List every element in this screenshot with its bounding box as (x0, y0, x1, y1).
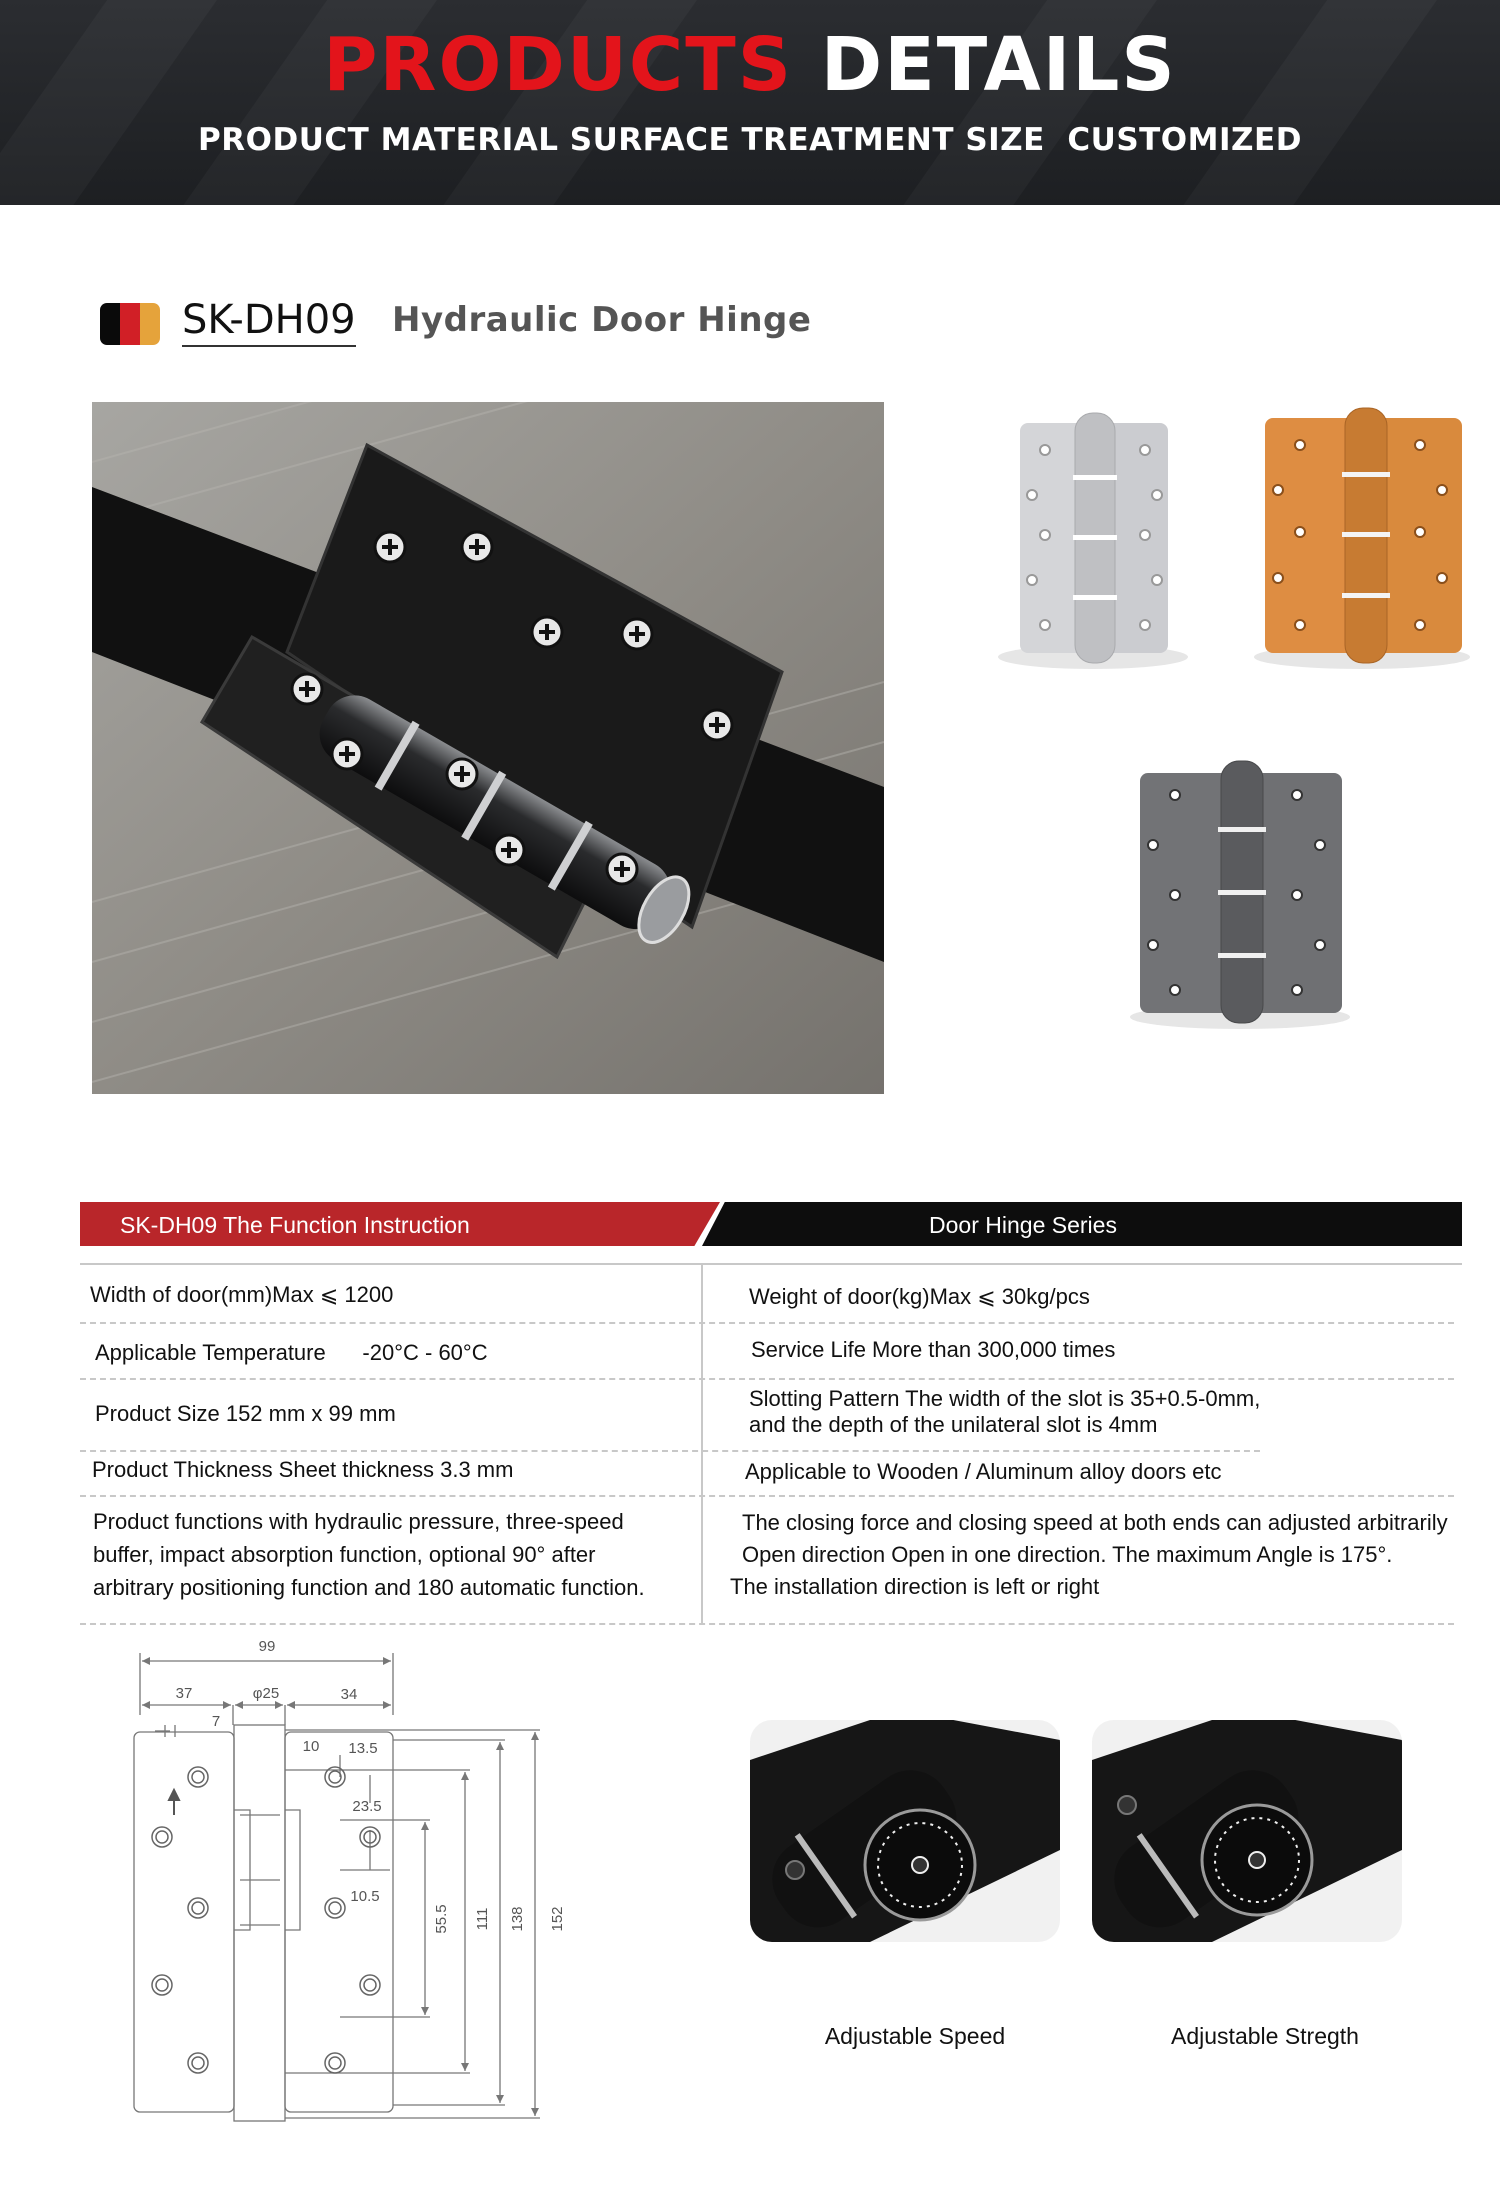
dim-h1: 55.5 (433, 1904, 450, 1934)
title-white-word: DETAILS (820, 22, 1177, 108)
dim-overall-width: 99 (258, 1638, 276, 1655)
spec-line: Applicable Temperature -20°C - 60°C (95, 1340, 488, 1365)
page-title (0, 22, 1500, 108)
spec-cell-right (749, 1280, 1090, 1313)
feature-caption-strength: Adjustable Stregth (1171, 2023, 1359, 2049)
adjustable-speed-photo (750, 1720, 1060, 1942)
dim-h3: 138 (509, 1906, 526, 1932)
spec-header-right-label: Door Hinge Series (929, 1212, 1117, 1238)
header-banner (0, 0, 1500, 205)
flag-stripe-gold (140, 303, 160, 345)
spec-line: The installation direction is left or right (730, 1574, 1100, 1599)
variant-copper-photo (1250, 400, 1475, 675)
spec-line: and the depth of the unilateral slot is 4mm (749, 1412, 1158, 1437)
adjustable-strength-photo (1092, 1720, 1402, 1942)
variant-silver-photo (995, 405, 1190, 675)
spec-cell-left (95, 1336, 488, 1369)
dim-hole-to-barrel: 23.5 (352, 1798, 382, 1815)
flag-stripe-red (120, 303, 140, 345)
dim-leaf-left: 37 (175, 1685, 193, 1702)
spec-cell-left (93, 1505, 645, 1604)
dim-gap: 7 (211, 1713, 221, 1730)
dim-hole-spacing-small: 10.5 (350, 1888, 380, 1905)
spec-cell-right (745, 1455, 1222, 1488)
product-name: Hydraulic Door Hinge (392, 300, 812, 340)
table-divider (80, 1322, 1454, 1324)
spec-line: Width of door(mm)Max ⩽ 1200 (90, 1282, 394, 1307)
table-divider (80, 1495, 1454, 1497)
table-divider (80, 1263, 1462, 1265)
dim-edge: 10 (302, 1738, 320, 1755)
table-divider (80, 1450, 1260, 1452)
table-divider (80, 1378, 1454, 1380)
brand-flag-icon (100, 303, 160, 345)
spec-cell-left (92, 1453, 513, 1486)
flag-stripe-black (100, 303, 120, 345)
main-product-photo (92, 402, 884, 1094)
dim-h2: 111 (474, 1907, 491, 1931)
spec-cell-right (751, 1333, 1115, 1366)
spec-line: Product Thickness Sheet thickness 3.3 mm (92, 1457, 514, 1482)
dim-overall-height: 152 (549, 1906, 566, 1932)
spec-line: Service Life More than 300,000 times (751, 1337, 1116, 1362)
page-subtitle: PRODUCT MATERIAL SURFACE TREATMENT SIZE CUSTOMIZED (198, 122, 1302, 158)
spec-line: Slotting Pattern The width of the slot is 35+0.5-0mm, (749, 1386, 1261, 1411)
title-red-word: PRODUCTS (323, 22, 793, 108)
product-model: SK-DH09 (182, 297, 356, 347)
spec-line: arbitrary positioning function and 180 automatic function. (93, 1575, 645, 1600)
dim-leaf-right: 34 (340, 1686, 358, 1703)
spec-line: The closing force and closing speed at both ends can adjusted arbitrarily (742, 1510, 1448, 1535)
spec-line: Weight of door(kg)Max ⩽ 30kg/pcs (749, 1284, 1090, 1309)
spec-cell-left (95, 1397, 396, 1430)
variant-grey-photo (1125, 755, 1355, 1035)
spec-line: buffer, impact absorption function, optional 90° after (93, 1542, 596, 1567)
dimension-drawing (110, 1625, 590, 2130)
spec-line: Product functions with hydraulic pressure, three-speed (93, 1509, 624, 1534)
feature-caption-speed: Adjustable Speed (824, 2023, 1006, 2049)
spec-header-left-label: SK-DH09 The Function Instruction (120, 1212, 470, 1238)
table-column-divider (701, 1265, 703, 1623)
spec-cell-left (90, 1278, 393, 1311)
dim-hole-offset: 13.5 (348, 1740, 378, 1757)
spec-cell-right (730, 1507, 1448, 1603)
spec-cell-right (749, 1386, 1260, 1438)
spec-line: Open direction Open in one direction. The maximum Angle is 175°. (742, 1542, 1393, 1567)
dim-barrel: φ25 (252, 1685, 280, 1702)
spec-line: Applicable to Wooden / Aluminum alloy doors etc (745, 1459, 1222, 1484)
spec-line: Product Size 152 mm x 99 mm (95, 1401, 396, 1426)
